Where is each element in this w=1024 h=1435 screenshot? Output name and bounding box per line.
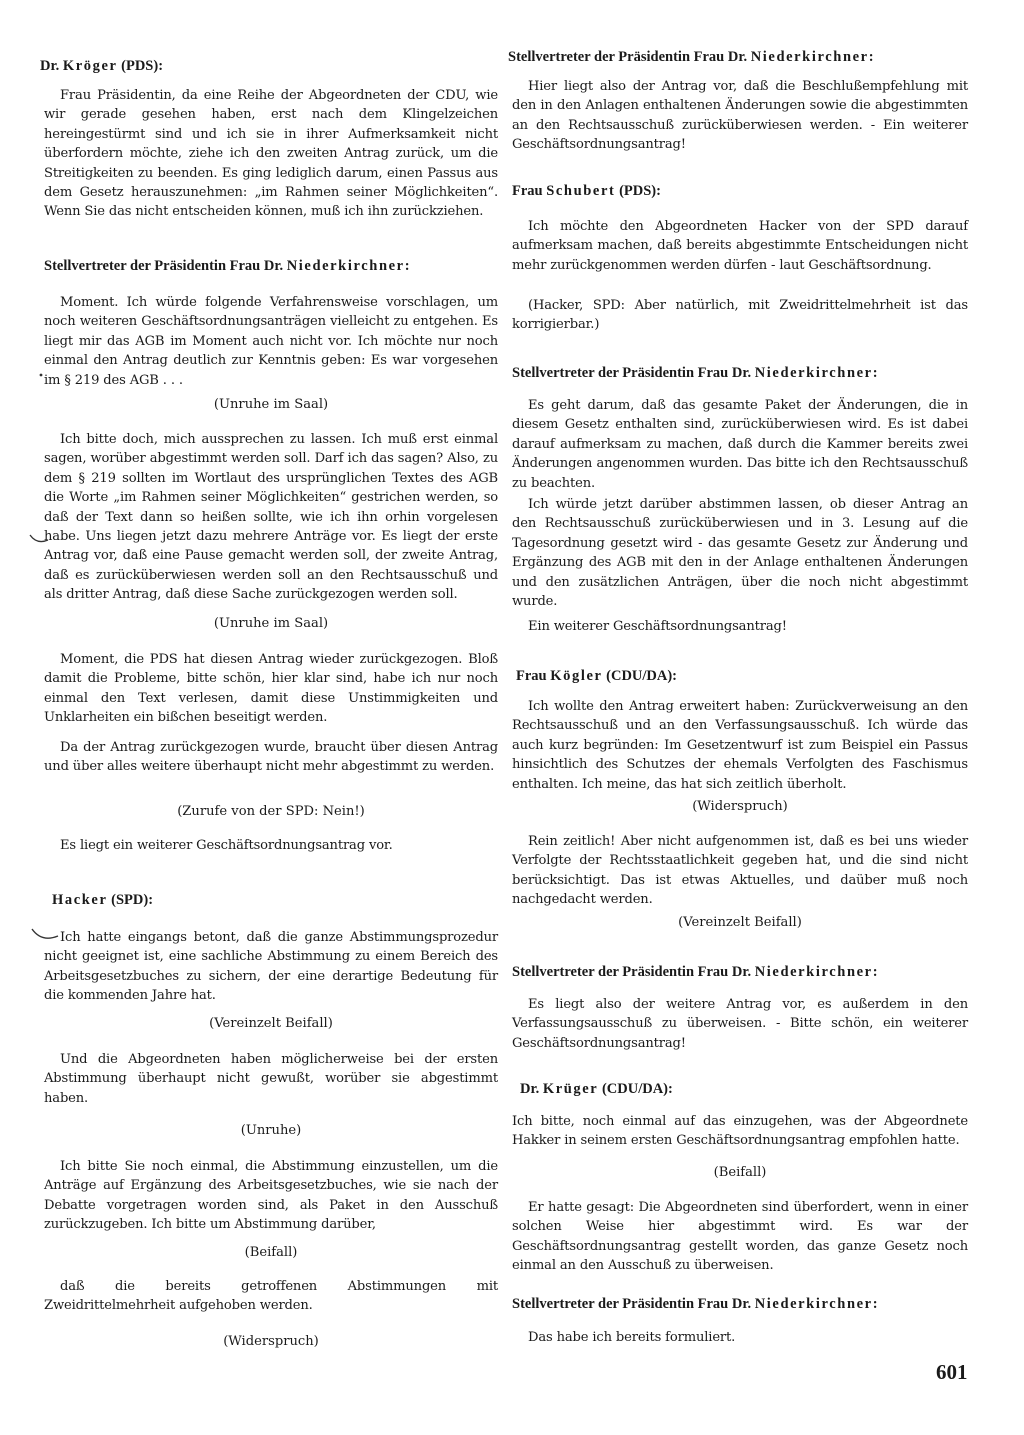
- speaker-heading: [40, 56, 498, 76]
- speech-paragraph: Er hatte gesagt: Die Abgeordneten sind überfordert, wenn in einer solchen Weise hier abgestimmt wird. Es war der Geschäftsordnungsantrag gestellt worden, das ganze Gesetz noch einmal an den Ausschuß zu überweisen.: [512, 1200, 968, 1274]
- interjection: (Unruhe): [240, 1123, 302, 1138]
- page-number: 601: [936, 1360, 968, 1384]
- interjection: (Widerspruch): [223, 1334, 319, 1349]
- speaker-name: Niederkirchner: [754, 1296, 873, 1312]
- interjection: (Vereinzelt Beifall): [209, 1016, 333, 1031]
- speaker-role: Stellvertreter der Präsidentin Frau Dr.: [508, 49, 751, 65]
- speaker-colon: :: [872, 964, 878, 980]
- interjection: (Vereinzelt Beifall): [678, 915, 802, 930]
- speaker-heading: [512, 1294, 968, 1314]
- speaker-role: Stellvertreter der Präsidentin Frau Dr.: [512, 1296, 755, 1312]
- speaker-heading: [516, 666, 968, 686]
- speaker-title: Frau: [516, 668, 551, 684]
- speaker-title: Dr.: [40, 58, 63, 74]
- interjection: (Beifall): [244, 1245, 298, 1260]
- speaker-party: (PDS):: [117, 58, 164, 74]
- speaker-title: Frau: [512, 183, 547, 199]
- speaker-name: Niederkirchner: [750, 49, 869, 65]
- speaker-heading: [512, 962, 968, 982]
- speaker-party: (CDU/DA):: [598, 1081, 673, 1097]
- speaker-name: Hacker: [52, 892, 108, 908]
- speaker-heading: [52, 890, 498, 910]
- speech-paragraph: Es liegt also der weitere Antrag vor, es außerdem in den Verfassungsausschuß zu überweisen. - Bitte schön, ein weiterer Geschäftsordnungsantrag!: [512, 997, 968, 1051]
- speech-paragraph: Ein weiterer Geschäftsordnungsantrag!: [528, 619, 787, 634]
- speaker-colon: :: [404, 258, 410, 274]
- margin-mark: [28, 532, 50, 546]
- speech-paragraph: Das habe ich bereits formuliert.: [528, 1330, 736, 1345]
- speaker-heading: [512, 181, 968, 201]
- speaker-heading: [508, 47, 968, 67]
- speaker-heading: [520, 1079, 968, 1099]
- speech-paragraph: Da der Antrag zurückgezogen wurde, braucht über diesen Antrag und über alles weitere überhaupt nicht mehr abgestimmt zu werden.: [44, 740, 498, 775]
- speaker-role: Stellvertreter der Präsidentin Frau Dr.: [512, 365, 755, 381]
- speech-paragraph: Es geht darum, daß das gesamte Paket der Änderungen, die in diesem Gesetz enthalten sind, zurücküberwiesen wird. Es ist dabei darauf aufmerksam zu machen, daß durch die Kammer bereits zwei Änderungen angenommen wurden. Das bitte ich den Rechtsausschuß zu beachten.: [512, 398, 968, 491]
- speech-paragraph: Moment, die PDS hat diesen Antrag wieder zurückgezogen. Bloß damit die Probleme, bitte schön, hier klar sind, habe ich nur noch einmal den Text verlesen, damit diese Unstimmigkeiten und Unklarheiten ein bißchen beseitigt werden.: [44, 652, 498, 726]
- speaker-heading: [44, 256, 498, 276]
- speech-paragraph: Ich würde jetzt darüber abstimmen lassen, ob dieser Antrag an den Rechtsausschuß zurücküberwiesen und in 3. Lesung auf die Tagesordnung gesetzt wird - das gesamte Gesetz zur Änderung und Ergänzung des AGB mit den in der Anlage enthaltenen Änderungen und den zusätzlichen Anträgen, über die noch nicht abgestimmt wurde.: [512, 497, 968, 610]
- speech-paragraph: Ich bitte, noch einmal auf das einzugehen, was der Abgeordnete Hakker in seinem ersten Geschäftsordnungsantrag empfohlen hatte.: [512, 1114, 968, 1149]
- speaker-name: Schubert: [546, 183, 616, 199]
- speech-paragraph: Ich bitte Sie noch einmal, die Abstimmung einzustellen, um die Anträge auf Ergänzung des Arbeitsgesetzbuches, wie sie nach der Debatte vorgetragen worden sind, als Paket in den Ausschuß zurückzugeben. Ich bitte um Abstimmung darüber,: [44, 1159, 498, 1233]
- speech-paragraph: Hier liegt also der Antrag vor, daß die Beschlußempfehlung mit den in den Anlagen enthaltenen Änderungen sowie die abgestimmten an den Rechtsausschuß zurücküberwiesen werden. - Ein weiterer Geschäftsordnungsantrag!: [512, 79, 968, 153]
- speaker-colon: :: [872, 1296, 878, 1312]
- interjection: (Beifall): [713, 1165, 767, 1180]
- speech-paragraph: Ich hatte eingangs betont, daß die ganze Abstimmungsprozedur nicht geeignet ist, eine sachliche Abstimmung zu einem Bereich des Arbeitsgesetzbuches zu sichern, der eine derartige Bedeutung für die kommenden Jahre hat.: [44, 930, 498, 1004]
- speech-paragraph: Moment. Ich würde folgende Verfahrensweise vorschlagen, um noch weiteren Geschäftsordnungsanträgen vielleicht zu entgehen. Es liegt mir das AGB im Moment auch nicht vor. Ich möchte nur noch einmal den Antrag deutlich zur Kenntnis geben: Es war vorgesehen im § 219 des AGB . . .: [44, 295, 498, 388]
- speaker-title: Dr.: [520, 1081, 543, 1097]
- speaker-party: (PDS):: [615, 183, 661, 199]
- interjection: (Zurufe von der SPD: Nein!): [177, 804, 365, 819]
- speaker-colon: :: [868, 49, 874, 65]
- speech-paragraph: Ich wollte den Antrag erweitert haben: Zurückverweisung an den Rechtsausschuß und an den Verfassungsausschuß. Ich würde das auch kurz begründen: Im Gesetzentwurf ist zum Beispiel ein Passus hinsichtlich des Schutzes der ehemals Verfolgten des Faschismus enthalten. Ich meine, das hat sich zeitlich überholt.: [512, 699, 968, 792]
- speech-paragraph: Und die Abgeordneten haben möglicherweise bei der ersten Abstimmung überhaupt nicht gewußt, worüber sie abgestimmt haben.: [44, 1052, 498, 1106]
- margin-mark: [30, 926, 60, 942]
- speaker-role: Stellvertreter der Präsidentin Frau Dr.: [44, 258, 287, 274]
- speech-paragraph: Ich möchte den Abgeordneten Hacker von der SPD darauf aufmerksam machen, daß bereits abgestimmte Entscheidungen nicht mehr zurückgenommen werden dürfen - laut Geschäftsordnung.: [512, 219, 968, 273]
- speech-paragraph: Es liegt ein weiterer Geschäftsordnungsantrag vor.: [60, 838, 393, 853]
- interjection: (Widerspruch): [692, 799, 788, 814]
- speaker-name: Kröger: [62, 58, 118, 74]
- speaker-name: Niederkirchner: [754, 964, 873, 980]
- margin-dot: [38, 372, 44, 378]
- speaker-party: (SPD):: [107, 892, 154, 908]
- speaker-colon: :: [872, 365, 878, 381]
- speech-paragraph: Frau Präsidentin, da eine Reihe der Abgeordneten der CDU, wie wir gerade gesehen haben, erst nach dem Klingelzeichen hereingestürmt sind und ich sie in ihrer Aufmerksamkeit nicht überfordern möchte, ziehe ich den zweiten Antrag zurück, um die Streitigkeiten zu beenden. Es ging lediglich darum, einen Passus aus dem Gesetz herauszunehmen: „im Rahmen seiner Möglichkeiten“. Wenn Sie das nicht entscheiden können, muß ich ihn zurückziehen.: [44, 88, 498, 220]
- speech-paragraph: Rein zeitlich! Aber nicht aufgenommen ist, daß es bei uns wieder Verfolgte der Rechtsstaatlichkeit gegeben hat, und die sind nicht berücksichtigt. Das ist etwas Aktuelles, und daüber muß noch nachgedacht werden.: [512, 834, 968, 908]
- speaker-role: Stellvertreter der Präsidentin Frau Dr.: [512, 964, 755, 980]
- speaker-name: Kögler: [550, 668, 603, 684]
- speech-paragraph: (Hacker, SPD: Aber natürlich, mit Zweidrittelmehrheit ist das korrigierbar.): [512, 298, 968, 333]
- interjection: (Unruhe im Saal): [213, 397, 329, 412]
- interjection: (Unruhe im Saal): [213, 616, 329, 631]
- speaker-party: (CDU/DA):: [602, 668, 678, 684]
- speech-paragraph: Ich bitte doch, mich aussprechen zu lassen. Ich muß erst einmal sagen, worüber abgestimmt werden soll. Darf ich das sagen? Also, zu dem § 219 sollten im Wortlaut des ursprünglichen Textes des AGB die Worte „im Rahmen seiner Möglichkeiten“ gestrichen werden, so daß der Text dann so heißen sollte, wie ich ihn orhin vorgelesen habe. Uns liegen jetzt dazu mehrere Anträge vor. Es liegt der erste Antrag vor, daß eine Pause gemacht werden soll, der zweite Antrag, daß es zurücküberwiesen werden soll an den Rechtsausschuß und als dritter Antrag, daß diese Sache zurückgezogen werden soll.: [44, 432, 498, 603]
- speech-paragraph: daß die bereits getroffenen Abstimmungen mit Zweidrittelmehrheit aufgehoben werden.: [44, 1279, 498, 1314]
- speaker-name: Niederkirchner: [286, 258, 405, 274]
- speaker-heading: [512, 363, 968, 383]
- speaker-name: Niederkirchner: [754, 365, 873, 381]
- speaker-name: Krüger: [542, 1081, 599, 1097]
